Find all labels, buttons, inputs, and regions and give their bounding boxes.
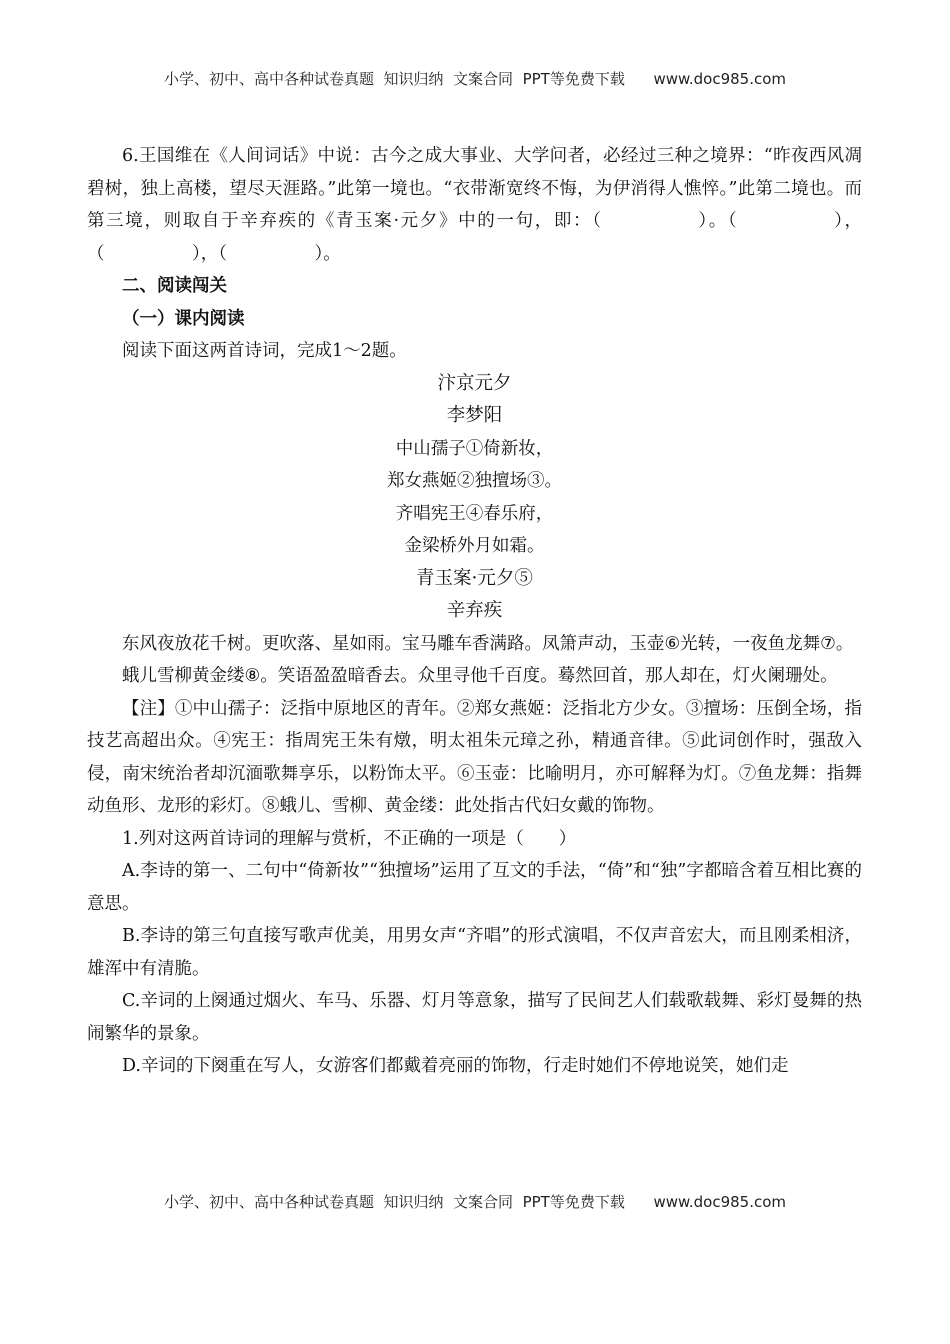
option-c: C.辛词的上阕通过烟火、车马、乐器、灯月等意象，描写了民间艺人们载歌载舞、彩灯曼舞的热闹繁华的景象。 [87, 991, 862, 1044]
poem2-stanza-1: 东风夜放花千树。更吹落、星如雨。宝马雕车香满路。凤箫声动，玉壶⑥光转，一夜鱼龙舞⑦。 [122, 633, 854, 654]
poem2-author: 辛弃疾 [446, 600, 503, 621]
option-a: A.李诗的第一、二句中“倚新妆”“独擅场”运用了互文的手法，“倚”和“独”字都暗含着互相比赛的意思。 [87, 861, 862, 914]
document-body [87, 140, 862, 1083]
poem1-line: 中山孺子①倚新妆， [395, 438, 554, 459]
section-heading: 二、阅读闯关 [122, 276, 227, 296]
question-1: 1.列对这两首诗词的理解与赏析，不正确的一项是（ ） [122, 828, 577, 849]
poem2-stanza-2: 蛾儿雪柳黄金缕⑧。笑语盈盈暗香去。众里寻他千百度。蓦然回首，那人却在，灯火阑珊处。 [122, 666, 838, 686]
page-footer: 小学、初中、高中各种试卷真题 知识归纳 文案合同 PPT等免费下载 www.doc985.com [163, 1193, 787, 1211]
poem1-author: 李梦阳 [446, 405, 503, 426]
option-d: D.辛词的下阕重在写人，女游客们都戴着亮丽的饰物，行走时她们不停地说笑，她们走 [122, 1056, 789, 1076]
page-header: 小学、初中、高中各种试卷真题 知识归纳 文案合同 PPT等免费下载 www.doc985.com [163, 70, 787, 88]
poem1-line: 金梁桥外月如霜。 [404, 536, 545, 556]
reading-instruction: 阅读下面这两首诗词，完成1～2题。 [122, 341, 407, 361]
poem1-line: 齐唱宪王④春乐府， [395, 503, 554, 524]
annotation-note: 【注】①中山孺子：泛指中原地区的青年。②郑女燕姬：泛指北方少女。③擅场：压倒全场，指技艺高超出众。④宪王：指周宪王朱有燉，明太祖朱元璋之孙，精通音律。⑤此词创作时，强敌入侵，南宋统治者却沉湎歌舞享乐，以粉饰太平。⑥玉壶：比喻明月，亦可解释为灯。⑦鱼龙舞：指舞动鱼形、龙形的彩灯。⑧蛾儿、雪柳、黄金缕：此处指古代妇女戴的饰物。 [87, 698, 862, 816]
question-6: 6.王国维在《人间词话》中说：古今之成大事业、大学问者，必经过三种之境界：“昨夜西风凋碧树，独上高楼，望尽天涯路。”此第一境也。“衣带渐宽终不悔，为伊消得人憔悴。”此第二境也。而第三境，则取自于辛弃疾的《青玉案·元夕》中的一句，即：（ ）。（ ），（ ），（ ）。 [87, 146, 862, 264]
option-b: B.李诗的第三句直接写歌声优美，用男女声“齐唱”的形式演唱，不仅声音宏大，而且刚柔相济，雄浑中有清脆。 [87, 926, 862, 979]
poem1-line: 郑女燕姬②独擅场③。 [387, 471, 562, 491]
poem2-title: 青玉案·元夕⑤ [416, 567, 533, 589]
subsection-heading: （一）课内阅读 [122, 308, 245, 329]
poem1-title: 汴京元夕 [437, 372, 512, 394]
